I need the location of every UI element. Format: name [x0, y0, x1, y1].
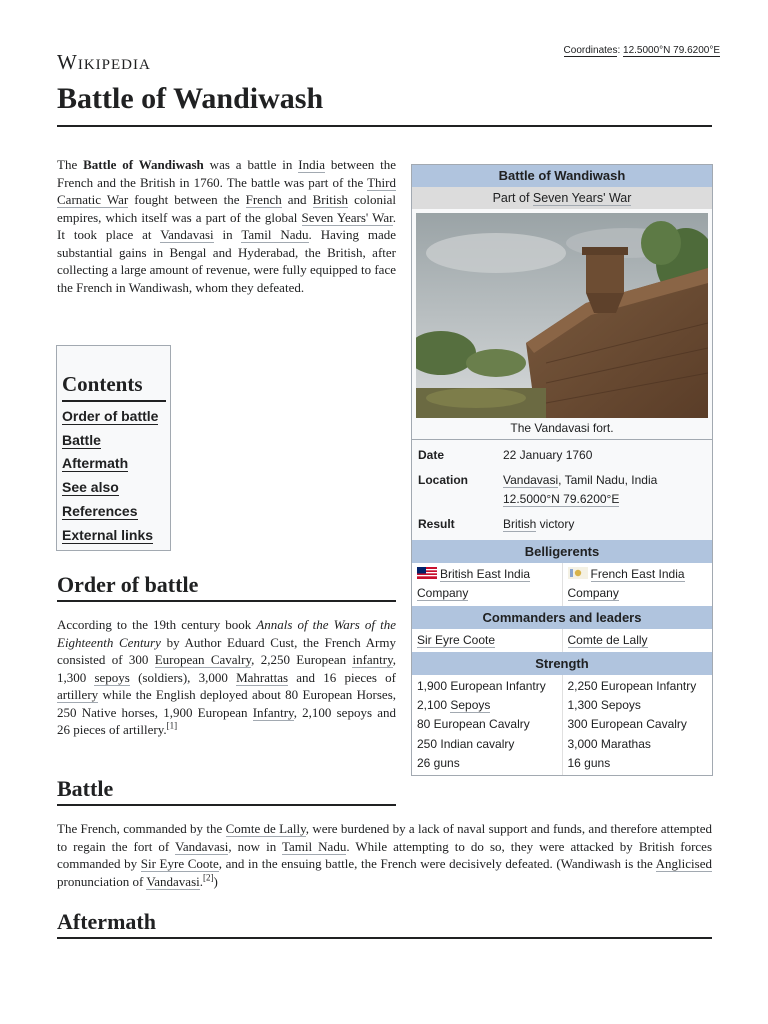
heading-aftermath: Aftermath [57, 909, 156, 934]
link-mahrattas[interactable]: Mahrattas [236, 669, 289, 685]
toc-item-battle[interactable]: Battle [62, 431, 101, 448]
belligerents-row [412, 563, 712, 606]
french-flag-icon [568, 567, 588, 579]
british-flag-icon [417, 567, 437, 579]
strength-row [412, 675, 712, 775]
strength-british: 1,900 European Infantry 2,100 Sepoys 80 European Cavalry 250 Indian cavalry 26 guns [417, 678, 546, 771]
commanders-row [412, 629, 712, 652]
page-title: Battle of Wandiwash [57, 82, 324, 115]
row-date: Date 22 January 1760 [418, 448, 593, 462]
link-tamil-nadu-2[interactable]: Tamil Nadu [282, 838, 347, 854]
link-french[interactable]: French [245, 192, 282, 207]
link-seven-years-war-infobox[interactable]: Seven Years' War [532, 191, 632, 205]
link-sir-eyre-coote-infobox[interactable]: Sir Eyre Coote [417, 632, 496, 647]
link-sepoys[interactable]: sepoys [94, 669, 130, 685]
coordinates-label[interactable]: Coordinates [563, 45, 618, 56]
heading-order-of-battle: Order of battle [57, 572, 199, 597]
link-british-east-india-company[interactable]: British East India Company [417, 567, 531, 601]
link-vandavasi-infobox[interactable]: Vandavasi [503, 473, 559, 487]
link-third-carnatic-war[interactable]: Third Carnatic War [57, 174, 396, 207]
link-seven-years-war[interactable]: Seven Years' War [301, 209, 393, 225]
photo-caption: The Vandavasi fort. [412, 418, 712, 440]
belligerent-french [562, 563, 713, 606]
infobox [411, 164, 713, 776]
order-of-battle-paragraph: According to the 19th century book Annals of the Wars of the Eighteenth Century by Author Eduard Cust, the French Army consisted of 300 European Cavalry, 2,250 European infantry, 1,300 sepoys (soldiers), 3,000 Mahrattas and 16 pieces of artillery while the English deployed about 80 European Horses, 250 Native horses, 1,900 European Infantry, 2,100 sepoys and 26 pieces of artillery.[1] [57, 617, 397, 737]
toc-item-external-links[interactable]: External links [62, 526, 154, 543]
toc-item-order-of-battle[interactable]: Order of battle [62, 408, 159, 424]
heading-divider [57, 804, 396, 806]
coordinates-link[interactable]: 12.5000°N 79.6200°E [623, 45, 720, 56]
infobox-title: Battle of Wandiwash [412, 165, 712, 187]
title-divider [57, 125, 712, 127]
toc-title: Contents [62, 372, 166, 402]
logo-text: Wikipedia [57, 50, 151, 74]
link-sepoys-infobox[interactable]: Sepoys [450, 698, 491, 713]
belligerent-british [412, 563, 562, 606]
link-sir-eyre-coote[interactable]: Sir Eyre Coote [140, 856, 219, 871]
battle-paragraph: The French, commanded by the Comte de Lally, were burdened by a lack of naval support and funds, and therefore attempted to regain the fort of Vandavasi, now in Tamil Nadu. While attempting to do so, they were attacked by British forces commanded by Sir Eyre Coote, and in the ensuing battle, the French were decisively defeated. (Wandiwash is the Anglicised pronunciation of Vandavasi.[2]) [57, 821, 713, 889]
link-comte-de-lally-infobox[interactable]: Comte de Lally [567, 632, 648, 647]
intro-paragraph: The Battle of Wandiwash was a battle in India between the French and the British in 1760. The battle was part of the Third Carnatic War fought between the French and British colonial empires, which itself was a part of the global Seven Years' War. It took place at Vandavasi in Tamil Nadu. Having made substantial gains in Bengal and Hyderabad, the British, after collecting a large amount of revenue, were fully equipped to face the French in Wandiwash, whom they defeated. [57, 157, 397, 295]
link-comte-de-lally[interactable]: Comte de Lally [225, 821, 306, 836]
link-india[interactable]: India [298, 157, 325, 172]
heading-divider [57, 600, 396, 602]
link-vandavasi-2[interactable]: Vandavasi [174, 838, 229, 854]
toc-item-references[interactable]: References [62, 502, 138, 519]
link-tamil-nadu[interactable]: Tamil Nadu [241, 227, 309, 242]
strength-heading: Strength [412, 652, 712, 675]
strength-french: 2,250 European Infantry 1,300 Sepoys 300 European Cavalry 3,000 Marathas 16 guns [562, 675, 713, 775]
toc-item-aftermath[interactable]: Aftermath [62, 455, 129, 472]
link-location-coords[interactable]: 12.5000°N 79.6200°E [503, 492, 620, 506]
heading-divider [57, 937, 712, 939]
link-infantry[interactable]: infantry [352, 652, 393, 667]
row-result: Result British victory [418, 517, 575, 531]
reference-2[interactable]: [2] [203, 872, 214, 883]
link-artillery[interactable]: artillery [57, 687, 99, 702]
link-british-infobox[interactable]: British [503, 517, 537, 531]
link-european-cavalry[interactable]: European Cavalry [154, 652, 252, 667]
row-location: Location Vandavasi, Tamil Nadu, India 12.5000°N 79.6200°E [418, 473, 658, 506]
infobox-part-of: Part of Seven Years' War [412, 187, 712, 209]
commanders-heading: Commanders and leaders [412, 606, 712, 629]
link-vandavasi-3[interactable]: Vandavasi [146, 873, 200, 889]
table-of-contents [56, 345, 171, 551]
toc-item-see-also[interactable]: See also [62, 479, 119, 496]
link-anglicised[interactable]: Anglicised [655, 856, 712, 871]
link-infantry-2[interactable]: Infantry [252, 704, 294, 720]
belligerents-heading: Belligerents [412, 540, 712, 563]
link-french-east-india-company[interactable]: French East India Company [567, 567, 685, 601]
fort-photo[interactable] [416, 213, 708, 418]
wikipedia-logo[interactable] [57, 50, 151, 75]
heading-battle: Battle [57, 776, 114, 801]
coordinates: Coordinates: 12.5000°N 79.6200°E [563, 45, 720, 56]
reference-1[interactable]: [1] [166, 720, 178, 731]
link-british[interactable]: British [312, 192, 349, 207]
link-vandavasi[interactable]: Vandavasi [160, 227, 214, 242]
